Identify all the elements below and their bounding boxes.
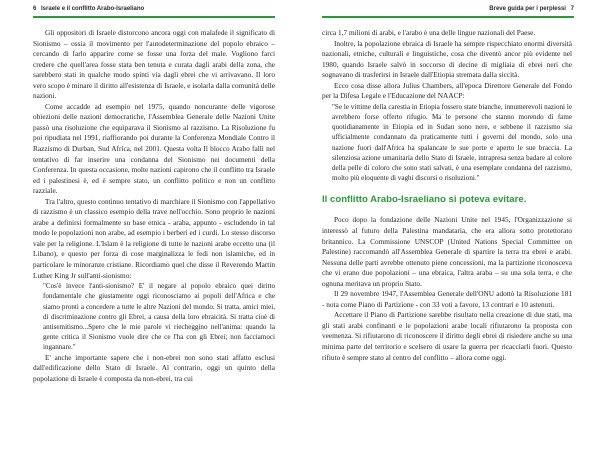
- quote-text: "Cos'è invece l'anti-sionismo? E' il negare al popolo ebraico quei diritto fondamentale che giustamente oggi riconosciamo ai popoli dell'Africa e che siamo pronti a concedere a tutte le altre Nazioni del mondo. Si tratta, amici miei, di discriminazione contro gli Ebrei, a causa della loro ebraicità. Si tratta cioè di antisemitismo...Spero che le mie parole vi riecheggino nell'anima: quando la gente critica il Sionismo vuole dire che ce l'ha con gli Ebrei; non facciamoci ingannare.": [43, 282, 275, 352]
- paragraph: Accettare il Piano di Partizione sarebbe risultato nella creazione di due stati, ma gli stati arabi confinanti e le popolazioni arabe locali rifiutarono la proposta con veemenza. Si rifiutarono di riconoscere il diritto degli ebrei di risiedere anche su una minima parte del territorio e scelsero di usare la guerra per ricacciarli fuori. Questo rifiuto è sempre stato al centro del conflitto – allora come oggi.: [322, 310, 572, 362]
- chambers-quote: [332, 102, 572, 184]
- quote-text: "Se le vittime della carestia in Etiopia fossero state bianche, innumerevoli nazioni le avrebbero forse offerto rifugio. Ma le persone che stanno morendo di fame quotidianamente in Etiopia ed in Sudan sono nere, e sebbene il razzismo sia ufficialmente condannato da praticamente tutti i governi del mondo, solo una nazione fuori dall'Africa ha spalancate le sue porte e aperto le sue braccia. La silenziosa azione umanitaria dello Stato di Israele, intrapresa senza badare al colore della pelle di coloro che sono stati salvati, è una esemplare condanna del razzismo, molto più eloquente di vaghi discorsi o risoluzioni.": [332, 102, 572, 183]
- paragraph: Come accadde ad esempio nel 1975, quando noncurante delle vigorose obiezioni delle nazioni democratiche, l'Assemblea Generale delle Nazioni Unite passò una risoluzione che equiparava il Sionismo al razzismo. La Risoluzione fu poi ripudiata nel 1991, riaffiorando poi durante la Conferenza Mondiale Contro il Razzismo di Durban, Sud Africa, nel 2001. Questa volta Il blocco Arabo fallì nel tentativo di far inserire una condanna del Sionismo nei documenti della Conferenza. In questa occasione, molte nazioni capirono che il conflitto tra Israele ed i palestinesi è, ed è sempre stato, un conflitto politico e non un conflitto razziale.: [33, 101, 275, 196]
- mlk-quote: [43, 281, 275, 352]
- right-page-header: [489, 4, 574, 15]
- left-running-title: Israele e il conflitto Arabo-Israeliano: [41, 6, 145, 12]
- paragraph: Ecco cosa disse allora Julius Chambers, all'epoca Direttore Generale del Fondo per la Difesa Legale e l'Educazione del NAACP:: [322, 80, 572, 101]
- section-heading: Il conflitto Arabo-Israeliano si poteva evitare.: [322, 194, 527, 206]
- paragraph: Gli oppositori di Israele distorcono ancora oggi con malafede il significato di Sionismo – ossia il movimento per l'autodeterminazione del popolo ebraico – cercando di farlo apparire come se fosse una forza del male. Vogliono farci credere che quell'area fosse stata ben tenuta e curata dagli arabi della zona, che sarebbero stati in qualche modo spinti via dagli ebrei che vi arrivavano. Il loro vero scopo è minare il diritto all'esistenza di Israele, e isolarla dalla comunità delle nazioni.: [33, 28, 275, 101]
- right-page: [300, 0, 600, 463]
- paragraph: Poco dopo la fondazione delle Nazioni Unite nel 1945, l'Organizzazione si interessò al futuro della Palestina mandataria, che era allora sotto protettorato britannico. La Commissione UNSCOP (United Nations Special Committee on Palestine) raccomandò all'Assemblea Generale di spartire la terra tra ebrei e arabi. Nessuna delle parti avrebbe ottenuto piene concessioni, ma la partizione riconosceva che vi erano due popolazioni – una ebraica, l'altra araba – su una sola terra, e che ognuna meritava un proprio Stato.: [322, 215, 572, 288]
- paragraph: Inoltre, la popolazione ebraica di Israele ha sempre rispecchiato enormi diversità nazionali, etniche, culturali e linguistiche, cosa che diventò ancor più evidente nel 1980, quando Israele salvò in soccorso di decine di migliaia di ebrei neri che sognavano di trasferirsi in Israele dall'Etiopia stremata dalla siccità.: [322, 38, 572, 80]
- paragraph: Il 29 novembre 1947, l'Assemblea Generale dell'ONU adottò la Risoluzione 181 - nota come Piano di Partizione - con 33 voti a favore, 13 contrari e 10 astenuti.: [322, 289, 572, 309]
- right-page-body: [322, 28, 572, 363]
- left-header-rule: [33, 16, 275, 18]
- right-page-number: 7: [570, 6, 574, 12]
- paragraph: E' anche importante sapere che i non-ebrei non sono stati affatto esclusi dall'edificazione dello Stato di Israele. Al contrario, oggi un quinto della popolazione di Israele è composta da non-ebrei, tra cui: [33, 352, 275, 383]
- left-page-number: 6: [33, 6, 37, 12]
- paragraph-continuation: circa 1,7 milioni di arabi, e l'arabo è una delle lingue nazionali del Paese.: [322, 28, 536, 37]
- paragraph: Tra l'altro, questo continuo tentativo di marchiare il Sionismo con l'appellativo di razzismo è un classico esempio della trave nell'occhio. Sono proprio le nazioni arabe a definirsi formalmente su base etnica - araba, appunto - escludendo in tal modo le popolazioni non arabe, ad esempio i berberi ed i curdi. Lo stesso discorso vale per la religione. L'Islam è la religione di tutte le nazioni arabe eccetto una (il Libano), e questo per forza di cose marginalizza le fedi non islamiche, ed in particolare le minoranze cristiane. Ricordiamo quel che disse il Reverendo Martin Luther King Jr sull'anti-sionismo:: [33, 196, 275, 280]
- left-page-body: [33, 28, 275, 384]
- right-running-title: Breve guida per i perplessi: [489, 6, 566, 12]
- left-page-header: [33, 4, 144, 15]
- right-header-rule: [322, 16, 574, 18]
